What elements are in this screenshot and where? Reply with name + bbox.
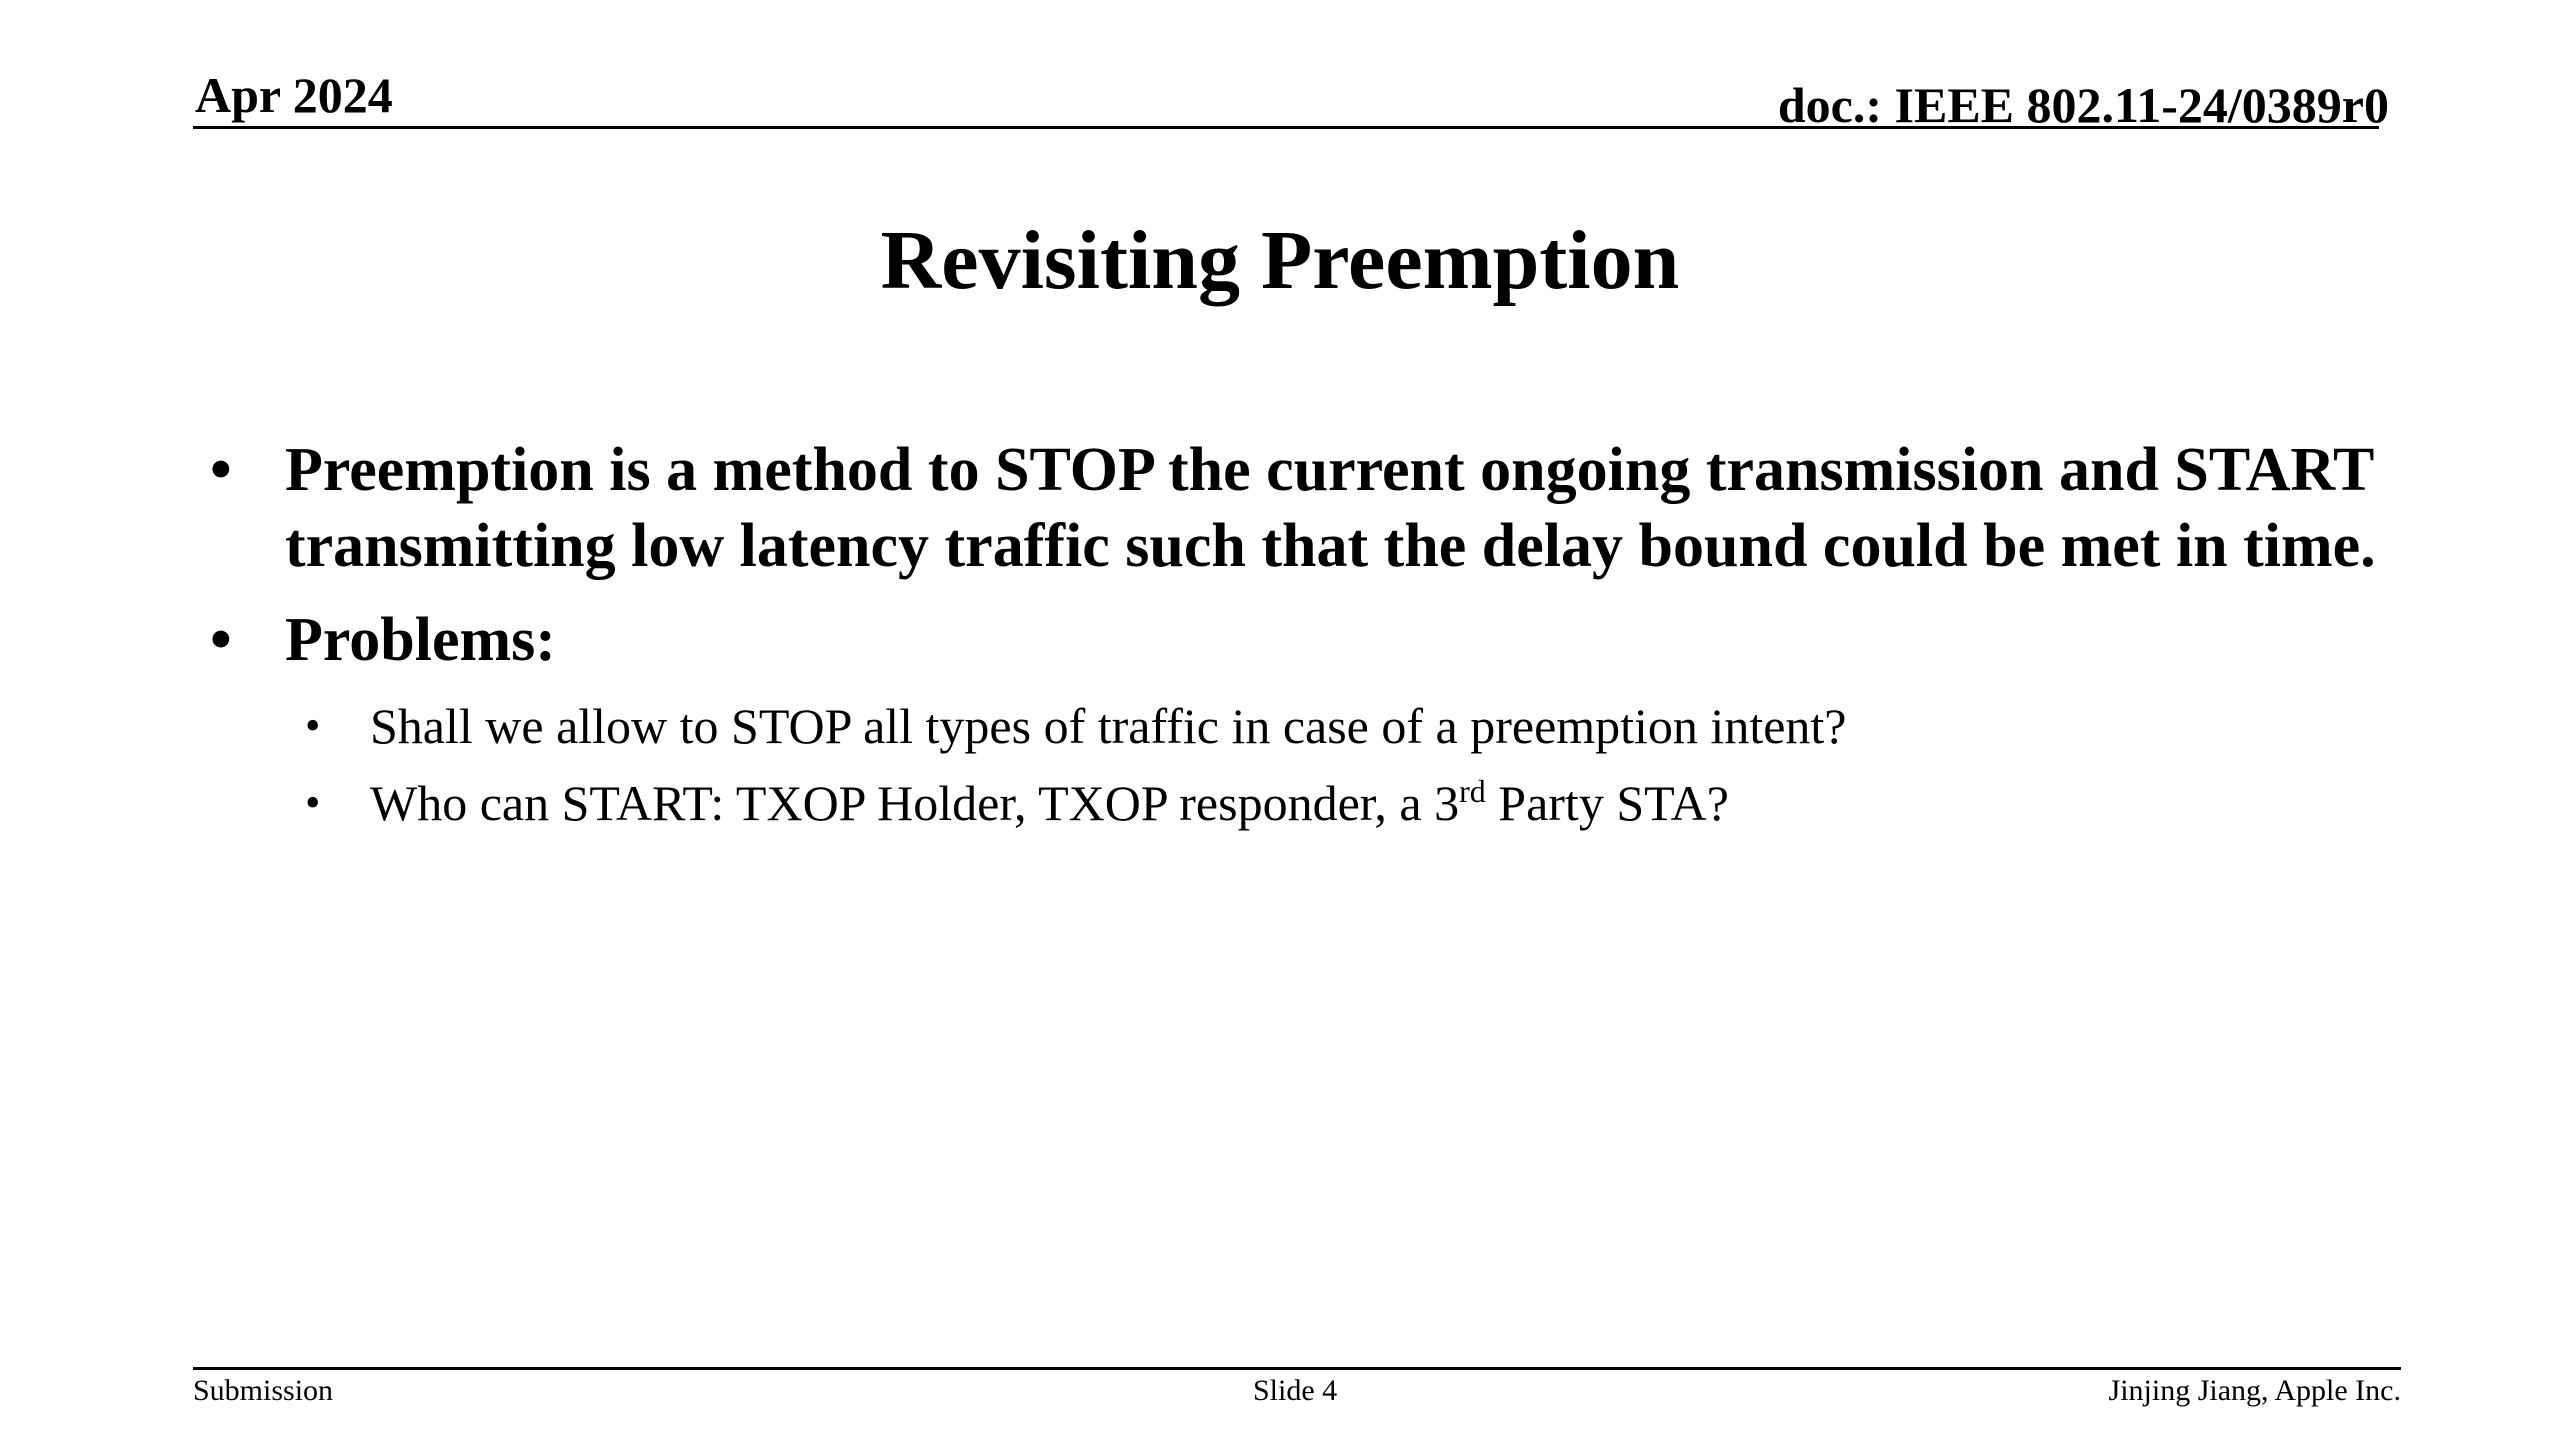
bullet-text: Preemption is a method to STOP the current ongoing transmission and START transmitting low latency traffic such that the delay bound could be met in time.	[285, 436, 2376, 580]
sub-bullet-text-before: Who can START: TXOP Holder, TXOP responder, a 3	[370, 775, 1460, 831]
bullet-glyph: •	[210, 606, 232, 674]
bullet-glyph: •	[305, 701, 321, 750]
header-doc-id: doc.: IEEE 802.11-24/0389r0	[1777, 77, 2389, 133]
header-rule	[193, 126, 2379, 129]
sub-bullet-text-after: Party STA?	[1485, 775, 1729, 831]
bullet-glyph: •	[210, 436, 232, 504]
sub-bullet-text: Shall we allow to STOP all types of traffic in case of a preemption intent?	[370, 698, 1847, 754]
footer-slide-number: Slide 4	[1253, 1374, 1338, 1407]
bullet-glyph: •	[305, 778, 321, 827]
ordinal-superscript: rd	[1459, 773, 1486, 809]
header-date: Apr 2024	[195, 67, 393, 123]
footer-rule	[193, 1367, 2401, 1370]
slide-title: Revisiting Preemption	[880, 214, 1680, 307]
footer-submission: Submission	[193, 1374, 334, 1407]
bullet-text: Problems:	[285, 606, 556, 674]
sub-bullet-stop-traffic	[200, 696, 2400, 756]
sub-bullet-who-can-start	[200, 773, 2400, 833]
footer-author: Jinjing Jiang, Apple Inc.	[2108, 1374, 2401, 1407]
slide-content	[200, 432, 2400, 850]
bullet-problems	[200, 602, 2400, 678]
bullet-preemption-definition	[200, 432, 2400, 584]
